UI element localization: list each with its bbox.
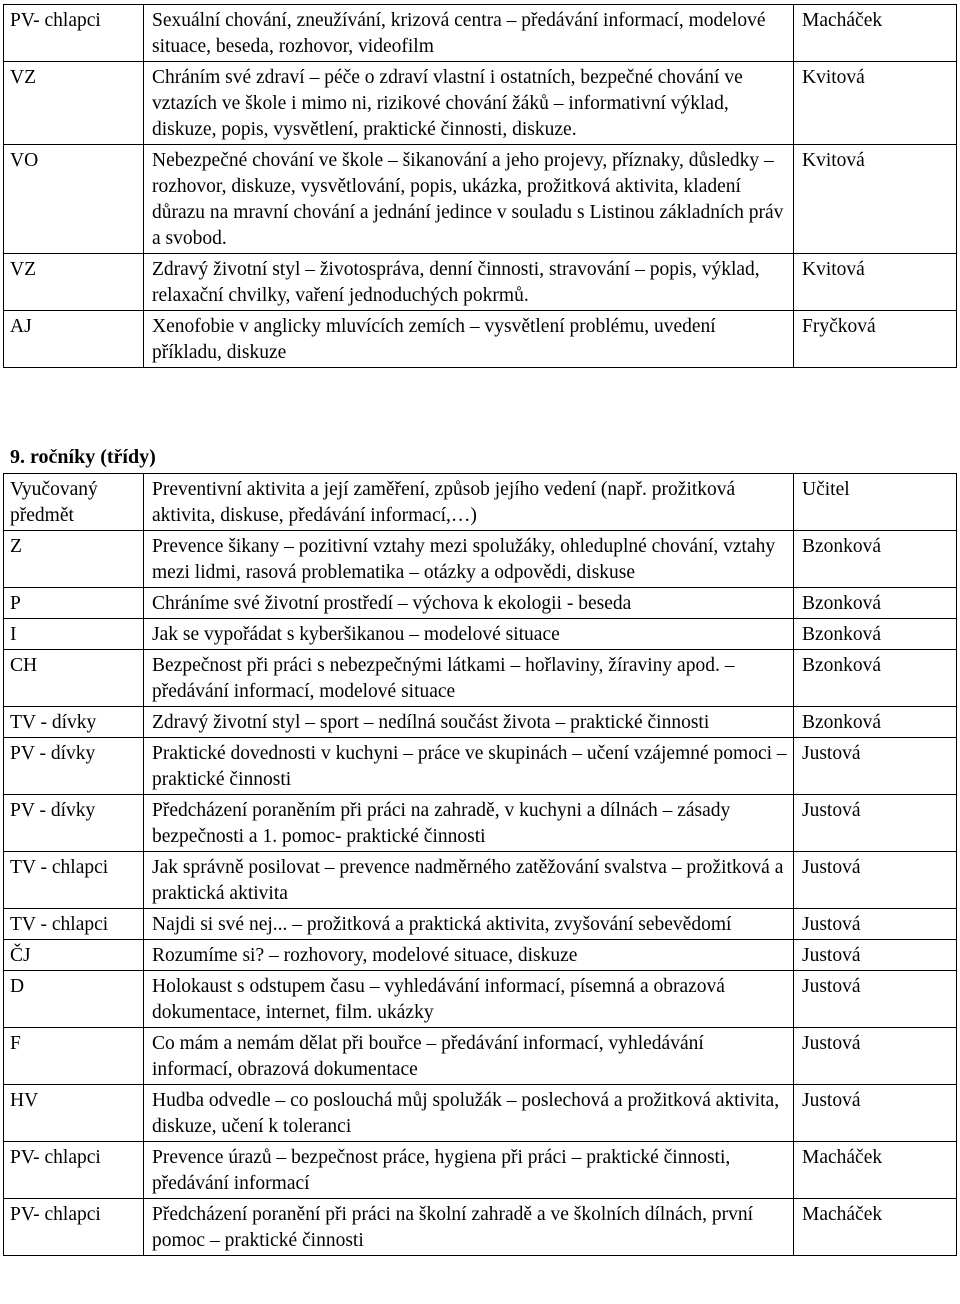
table-header-row [4,474,957,531]
table-row [4,62,957,145]
header-teacher: Učitel [794,474,957,531]
activity-cell: Zdravý životní styl – sport – nedílná součást života – praktické činnosti [144,707,794,738]
top-activity-table [3,4,957,368]
table-row [4,531,957,588]
activity-cell: Holokaust s odstupem času – vyhledávání informací, písemná a obrazová dokumentace, internet, film. ukázky [144,971,794,1028]
teacher-cell: Justová [794,852,957,909]
table-row [4,650,957,707]
subject-cell: PV - dívky [4,738,144,795]
teacher-cell: Bzonková [794,707,957,738]
subject-cell: AJ [4,311,144,368]
teacher-cell: Justová [794,1085,957,1142]
activity-cell: Prevence úrazů – bezpečnost práce, hygiena při práci – praktické činnosti, předávání informací [144,1142,794,1199]
activity-cell: Nebezpečné chování ve škole – šikanování a jeho projevy, příznaky, důsledky – rozhovor, diskuze, vysvětlování, popis, ukázka, prožitková aktivita, kladení důrazu na mravní chování a jednání jedince v souladu s Listinou základních práv a svobod. [144,145,794,254]
subject-cell: PV - dívky [4,795,144,852]
activity-cell: Jak správně posilovat – prevence nadměrného zatěžování svalstva – prožitková a praktická aktivita [144,852,794,909]
table-row [4,254,957,311]
subject-cell: PV- chlapci [4,1199,144,1256]
table-row [4,795,957,852]
subject-cell: CH [4,650,144,707]
activity-cell: Chráníme své životní prostředí – výchova k ekologii - beseda [144,588,794,619]
activity-cell: Zdravý životní styl – životospráva, denní činnosti, stravování – popis, výklad, relaxační chvilky, vaření jednoduchých pokrmů. [144,254,794,311]
subject-cell: ČJ [4,940,144,971]
table-row [4,5,957,62]
table-row [4,1085,957,1142]
table-row [4,852,957,909]
activity-cell: Praktické dovednosti v kuchyni – práce ve skupinách – učení vzájemné pomoci – praktické činnosti [144,738,794,795]
subject-cell: VZ [4,254,144,311]
activity-cell: Najdi si své nej... – prožitková a praktická aktivita, zvyšování sebevědomí [144,909,794,940]
teacher-cell: Kvitová [794,62,957,145]
grade9-activity-table [3,473,957,1256]
teacher-cell: Fryčková [794,311,957,368]
table-row [4,588,957,619]
subject-cell: VO [4,145,144,254]
activity-cell: Předcházení poraněním při práci na zahradě, v kuchyni a dílnách – zásady bezpečnosti a 1. pomoc- praktické činnosti [144,795,794,852]
activity-cell: Xenofobie v anglicky mluvících zemích – vysvětlení problému, uvedení příkladu, diskuze [144,311,794,368]
teacher-cell: Justová [794,940,957,971]
teacher-cell: Justová [794,795,957,852]
subject-cell: P [4,588,144,619]
teacher-cell: Macháček [794,5,957,62]
header-subject: Vyučovaný předmět [4,474,144,531]
table-row [4,1199,957,1256]
activity-cell: Chráním své zdraví – péče o zdraví vlastní i ostatních, bezpečné chování ve vztazích ve škole i mimo ni, rizikové chování žáků – informativní výklad, diskuze, popis, vysvětlení, praktické činnosti, diskuze. [144,62,794,145]
teacher-cell: Macháček [794,1142,957,1199]
teacher-cell: Bzonková [794,619,957,650]
teacher-cell: Justová [794,1028,957,1085]
table-row [4,940,957,971]
table-row [4,738,957,795]
subject-cell: VZ [4,62,144,145]
activity-cell: Rozumíme si? – rozhovory, modelové situace, diskuze [144,940,794,971]
activity-cell: Jak se vypořádat s kyberšikanou – modelové situace [144,619,794,650]
section-heading: 9. ročníky (třídy) [10,446,156,468]
teacher-cell: Justová [794,909,957,940]
teacher-cell: Justová [794,738,957,795]
subject-cell: D [4,971,144,1028]
table-row [4,619,957,650]
activity-cell: Sexuální chování, zneužívání, krizová centra – předávání informací, modelové situace, beseda, rozhovor, videofilm [144,5,794,62]
subject-cell: TV - chlapci [4,852,144,909]
table-row [4,1142,957,1199]
teacher-cell: Bzonková [794,531,957,588]
table-row [4,971,957,1028]
activity-cell: Předcházení poranění při práci na školní zahradě a ve školních dílnách, první pomoc – praktické činnosti [144,1199,794,1256]
activity-cell: Bezpečnost při práci s nebezpečnými látkami – hořlaviny, žíraviny apod. – předávání informací, modelové situace [144,650,794,707]
table-row [4,145,957,254]
subject-cell: TV - dívky [4,707,144,738]
teacher-cell: Justová [794,971,957,1028]
activity-cell: Co mám a nemám dělat při bouřce – předávání informací, vyhledávání informací, obrazová dokumentace [144,1028,794,1085]
teacher-cell: Kvitová [794,145,957,254]
subject-cell: F [4,1028,144,1085]
subject-cell: PV- chlapci [4,1142,144,1199]
subject-cell: HV [4,1085,144,1142]
teacher-cell: Kvitová [794,254,957,311]
table-row [4,909,957,940]
teacher-cell: Macháček [794,1199,957,1256]
subject-cell: Z [4,531,144,588]
header-activity: Preventivní aktivita a její zaměření, způsob jejího vedení (např. prožitková aktivita, diskuse, předávání informací,…) [144,474,794,531]
teacher-cell: Bzonková [794,650,957,707]
subject-cell: PV- chlapci [4,5,144,62]
table-row [4,1028,957,1085]
table-row [4,311,957,368]
teacher-cell: Bzonková [794,588,957,619]
subject-cell: TV - chlapci [4,909,144,940]
activity-cell: Hudba odvedle – co poslouchá můj spolužák – poslechová a prožitková aktivita, diskuze, učení k toleranci [144,1085,794,1142]
table-row [4,707,957,738]
activity-cell: Prevence šikany – pozitivní vztahy mezi spolužáky, ohleduplné chování, vztahy mezi lidmi, rasová problematika – otázky a odpovědi, diskuse [144,531,794,588]
subject-cell: I [4,619,144,650]
